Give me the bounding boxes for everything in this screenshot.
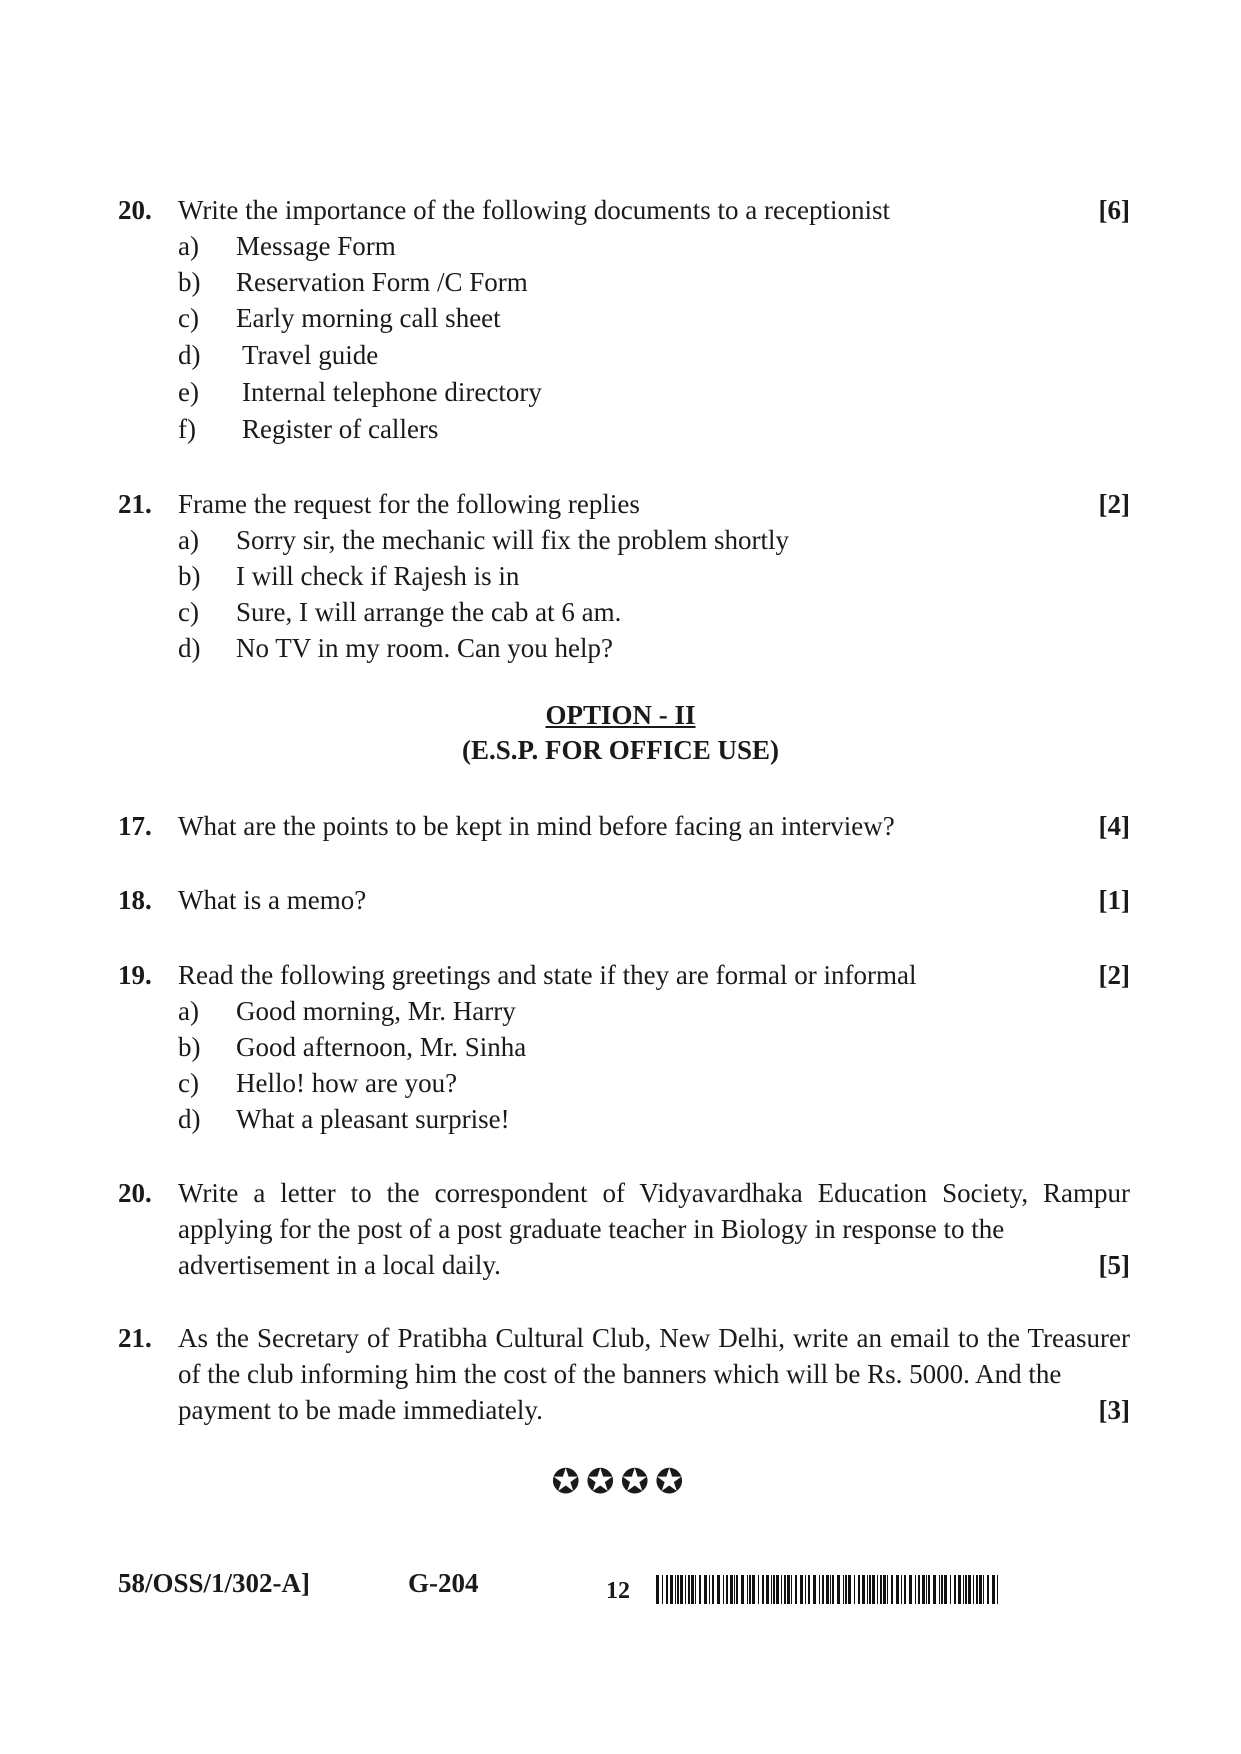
- question-text: Write the importance of the following documents to a receptionist: [178, 195, 890, 225]
- question-text: What are the points to be kept in mind before facing an interview?: [178, 811, 895, 841]
- sub-item: c) Hello! how are you?: [178, 1068, 458, 1098]
- question-19: [118, 957, 1130, 1137]
- footer-series: G-204: [408, 1568, 479, 1598]
- question-text-last-line: payment to be made immediately.: [178, 1395, 543, 1425]
- sub-item: d) What a pleasant surprise!: [178, 1104, 510, 1134]
- question-20-letter: [118, 1175, 1130, 1283]
- question-marks: [6]: [1098, 195, 1130, 225]
- question-text-last-line: advertisement in a local daily.: [178, 1250, 501, 1280]
- question-number: 20.: [118, 195, 152, 225]
- footer-code: 58/OSS/1/302-A]: [118, 1568, 311, 1598]
- question-17: [118, 808, 1130, 844]
- sub-item: d) Travel guide: [178, 340, 379, 370]
- question-marks: [5]: [1098, 1250, 1130, 1280]
- question-text: Write a letter to the correspondent of Vidyavardhaka Education Society, Rampur applying for the post of a post graduate teacher in Biology in response to the: [178, 1178, 1130, 1244]
- question-21-requests: [118, 486, 1130, 666]
- sub-item: e) Internal telephone directory: [178, 377, 542, 407]
- option-title: OPTION - II: [545, 700, 696, 730]
- question-marks: [2]: [1098, 489, 1130, 519]
- sub-item: c) Sure, I will arrange the cab at 6 am.: [178, 597, 622, 627]
- end-ornament: ✪✪✪✪: [551, 1464, 690, 1501]
- option-subtitle: (E.S.P. FOR OFFICE USE): [461, 735, 780, 765]
- question-number: 18.: [118, 885, 152, 915]
- question-text: As the Secretary of Pratibha Cultural Club, New Delhi, write an email to the Treasurer of the club informing him the cost of the banners which will be Rs. 5000. And the: [178, 1323, 1130, 1389]
- question-marks: [4]: [1098, 811, 1130, 841]
- question-marks: [2]: [1098, 960, 1130, 990]
- sub-items: [178, 522, 1130, 666]
- question-number: 21.: [118, 1323, 152, 1353]
- question-number: 17.: [118, 811, 152, 841]
- question-number: 20.: [118, 1178, 152, 1208]
- question-20-documents: [118, 192, 1130, 448]
- question-21-email: [118, 1320, 1130, 1428]
- sub-item: a) Sorry sir, the mechanic will fix the problem shortly: [178, 525, 790, 555]
- sub-item: a) Message Form: [178, 231, 396, 261]
- question-text: Read the following greetings and state if they are formal or informal: [178, 960, 917, 990]
- question-marks: [1]: [1098, 885, 1130, 915]
- sub-item: f) Register of callers: [178, 414, 439, 444]
- sub-item: a) Good morning, Mr. Harry: [178, 996, 516, 1026]
- sub-item: c) Early morning call sheet: [178, 303, 501, 333]
- barcode-icon: [656, 1575, 999, 1604]
- question-marks: [3]: [1098, 1395, 1130, 1425]
- sub-item: b) Reservation Form /C Form: [178, 267, 528, 297]
- sub-item: b) I will check if Rajesh is in: [178, 561, 520, 591]
- sub-items: [178, 993, 1130, 1137]
- sub-item: b) Good afternoon, Mr. Sinha: [178, 1032, 527, 1062]
- sub-items: [178, 228, 1130, 448]
- question-text: What is a memo?: [178, 885, 367, 915]
- question-number: 19.: [118, 960, 152, 990]
- question-text: Frame the request for the following replies: [178, 489, 640, 519]
- sub-item: d) No TV in my room. Can you help?: [178, 633, 613, 663]
- question-number: 21.: [118, 489, 152, 519]
- question-18: [118, 882, 1130, 918]
- page-number: 12: [606, 1578, 630, 1604]
